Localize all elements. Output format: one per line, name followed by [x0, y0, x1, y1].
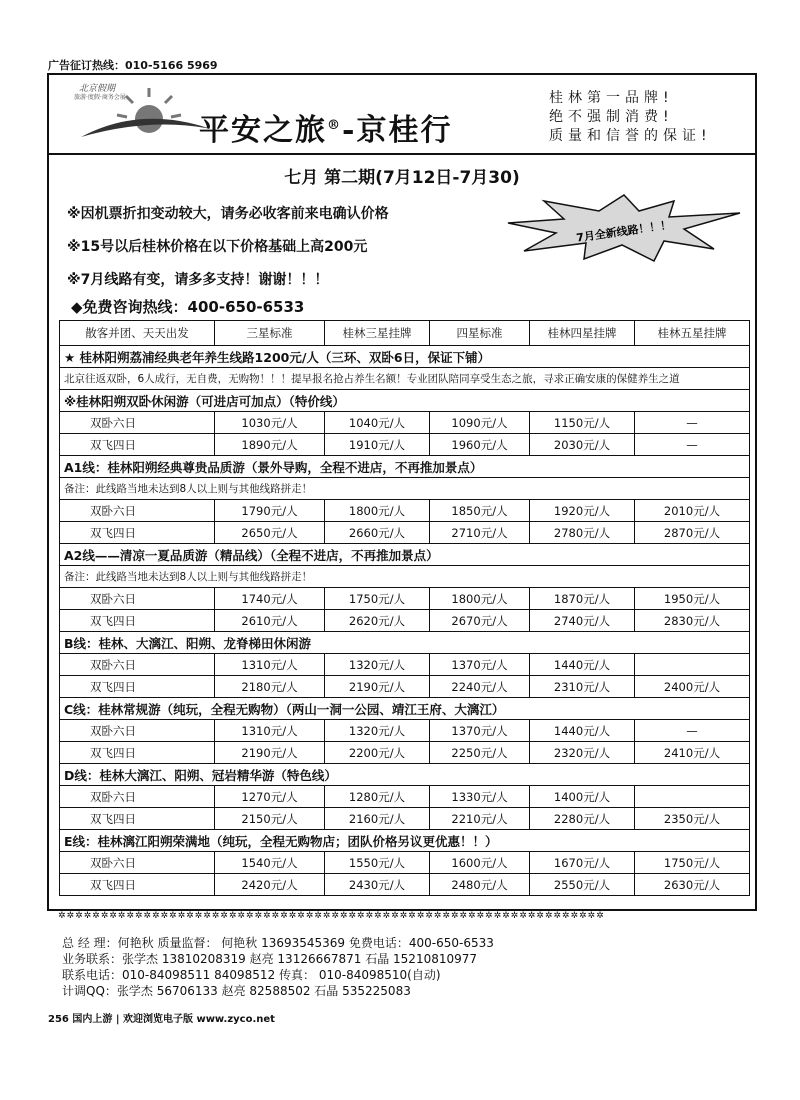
price-row: [60, 522, 750, 544]
route-label: 双飞四日: [60, 610, 215, 632]
price-cell: 1310元/人: [215, 720, 325, 742]
route-label: 双卧六日: [60, 654, 215, 676]
route-label: 双飞四日: [60, 808, 215, 830]
route-label: 双卧六日: [60, 720, 215, 742]
flyer-sheet: [47, 73, 757, 911]
brand-name: 平安之旅: [199, 113, 327, 148]
price-cell: 1310元/人: [215, 654, 325, 676]
price-cell: 2190元/人: [215, 742, 325, 764]
price-cell: 2240元/人: [430, 676, 530, 698]
page-footer: 256 国内上游 | 欢迎浏览电子版 www.zyco.net: [48, 1014, 275, 1025]
price-cell: 1440元/人: [530, 720, 635, 742]
price-cell: 1960元/人: [430, 434, 530, 456]
logo-text: 北京假期: [79, 84, 116, 94]
price-cell: 2250元/人: [430, 742, 530, 764]
price-row: [60, 412, 750, 434]
price-cell: 2010元/人: [635, 500, 750, 522]
price-cell: 2320元/人: [530, 742, 635, 764]
price-cell: 1550元/人: [325, 852, 430, 874]
price-cell: 1920元/人: [530, 500, 635, 522]
route-label: 双卧六日: [60, 852, 215, 874]
table-header-cell: 三星标准: [215, 321, 325, 346]
price-cell: 1090元/人: [430, 412, 530, 434]
price-cell: 2200元/人: [325, 742, 430, 764]
section-title-row: [60, 456, 750, 478]
new-route-starburst: [504, 193, 744, 263]
price-cell: 1870元/人: [530, 588, 635, 610]
price-table: [59, 320, 750, 896]
section-title: E线：桂林漓江阳朔荣满地（纯玩，全程无购物店；团队价格另议更优惠！！）: [64, 833, 498, 849]
slogan-line: 质量和信誉的保证!: [549, 128, 712, 144]
price-cell: 2620元/人: [325, 610, 430, 632]
section-note: 备注：此线路当地未达到8人以上则与其他线路拼走！: [60, 478, 750, 500]
section-title-row: [60, 764, 750, 786]
section-title: D线：桂林大漓江、阳朔、冠岩精华游（特色线）: [64, 767, 337, 783]
consult-hotline: ◆免费咨询热线：400-650-6533: [71, 298, 305, 316]
price-cell: [635, 786, 750, 808]
price-cell: 2310元/人: [530, 676, 635, 698]
route-label: 双卧六日: [60, 412, 215, 434]
price-cell: 1800元/人: [430, 588, 530, 610]
price-cell: [635, 654, 750, 676]
contact-line: 计调QQ：张学杰 56706133 赵亮 82588502 石晶 535225083: [62, 984, 411, 998]
price-cell: 2480元/人: [430, 874, 530, 896]
notice-line: ※15号以后桂林价格在以下价格基础上高200元: [67, 239, 368, 255]
price-cell: 2710元/人: [430, 522, 530, 544]
price-row: [60, 720, 750, 742]
price-cell: 1270元/人: [215, 786, 325, 808]
price-row: [60, 588, 750, 610]
price-row: [60, 874, 750, 896]
price-cell: 1600元/人: [430, 852, 530, 874]
table-header-cell: 散客并团、天天出发: [60, 321, 215, 346]
price-cell: 1030元/人: [215, 412, 325, 434]
route-label: 双飞四日: [60, 676, 215, 698]
section-note: 北京往返双卧，6人成行，无自费，无购物！！！提早报名抢占养生名额！专业团队陪同享受生态之旅，寻求正确安康的保健养生之道: [60, 368, 750, 390]
price-cell: 1890元/人: [215, 434, 325, 456]
price-cell: —: [635, 720, 750, 742]
price-cell: —: [635, 412, 750, 434]
price-cell: 2280元/人: [530, 808, 635, 830]
section-title-row: [60, 830, 750, 852]
table-header-cell: 桂林四星挂牌: [530, 321, 635, 346]
price-row: [60, 434, 750, 456]
price-row: [60, 808, 750, 830]
section-title: C线：桂林常规游（纯玩，全程无购物）（两山一洞一公园、靖江王府、大漓江）: [64, 701, 505, 717]
price-cell: 1750元/人: [635, 852, 750, 874]
section-title: B线：桂林、大漓江、阳朔、龙脊梯田休闲游: [64, 635, 312, 651]
section-title: ★ 桂林阳朔荔浦经典老年养生线路1200元/人（三环、双卧6日，保证下铺）: [64, 349, 491, 365]
section-title-row: [60, 390, 750, 412]
route-label: 双飞四日: [60, 434, 215, 456]
section-note: 备注：此线路当地未达到8人以上则与其他线路拼走！: [60, 566, 750, 588]
logo-subtext: 旅游·度假·商务会展: [74, 94, 126, 101]
table-header-cell: 桂林五星挂牌: [635, 321, 750, 346]
route-label: 双飞四日: [60, 874, 215, 896]
route-label: 双飞四日: [60, 522, 215, 544]
table-header-cell: 桂林三星挂牌: [325, 321, 430, 346]
route-label: 双飞四日: [60, 742, 215, 764]
slogan-line: 绝不强制消费!: [549, 109, 674, 125]
route-label: 双卧六日: [60, 500, 215, 522]
table-header-cell: 四星标准: [430, 321, 530, 346]
price-cell: 1040元/人: [325, 412, 430, 434]
price-cell: 1320元/人: [325, 720, 430, 742]
price-cell: 1800元/人: [325, 500, 430, 522]
star-divider: ✲✲✲✲✲✲✲✲✲✲✲✲✲✲✲✲✲✲✲✲✲✲✲✲✲✲✲✲✲✲✲✲✲✲✲✲✲✲✲✲✲✲✲✲✲✲✲✲✲✲✲✲✲✲✲✲✲✲✲✲✲✲✲✲: [58, 911, 605, 921]
price-cell: 1750元/人: [325, 588, 430, 610]
price-cell: 2190元/人: [325, 676, 430, 698]
price-row: [60, 654, 750, 676]
price-cell: 2210元/人: [430, 808, 530, 830]
price-row: [60, 786, 750, 808]
section-note-row: [60, 478, 750, 500]
contact-line: 联系电话：010-84098511 84098512 传真： 010-84098510(自动): [62, 968, 441, 982]
price-cell: 2780元/人: [530, 522, 635, 544]
price-cell: 2670元/人: [430, 610, 530, 632]
header: [49, 75, 755, 155]
price-cell: 2430元/人: [325, 874, 430, 896]
contact-line: 总 经 理：何艳秋 质量监督： 何艳秋 13693545369 免费电话：400-650-6533: [62, 936, 494, 950]
price-cell: 2630元/人: [635, 874, 750, 896]
notice-line: ※7月线路有变，请多多支持！谢谢！！！: [67, 272, 329, 288]
section-title: A2线——清凉一夏品质游（精品线）（全程不进店，不再推加景点）: [64, 547, 439, 563]
route-label: 双卧六日: [60, 588, 215, 610]
contact-line: 业务联系：张学杰 13810208319 赵亮 13126667871 石晶 15210810977: [62, 952, 478, 966]
price-row: [60, 742, 750, 764]
price-cell: 1740元/人: [215, 588, 325, 610]
price-cell: 1950元/人: [635, 588, 750, 610]
section-title: ※桂林阳朔双卧休闲游（可进店可加点）（特价线）: [64, 393, 345, 409]
section-note-row: [60, 566, 750, 588]
table-header-row: [60, 321, 750, 346]
price-cell: 2350元/人: [635, 808, 750, 830]
price-cell: 1320元/人: [325, 654, 430, 676]
contact-info: [62, 935, 494, 999]
section-title-row: [60, 698, 750, 720]
price-cell: 2180元/人: [215, 676, 325, 698]
price-cell: 2030元/人: [530, 434, 635, 456]
route-label: 双卧六日: [60, 786, 215, 808]
price-cell: 1440元/人: [530, 654, 635, 676]
price-cell: 1670元/人: [530, 852, 635, 874]
price-cell: 2830元/人: [635, 610, 750, 632]
price-cell: 2160元/人: [325, 808, 430, 830]
price-cell: 2420元/人: [215, 874, 325, 896]
notice-line: ※因机票折扣变动较大，请务必收客前来电确认价格: [67, 206, 389, 222]
price-row: [60, 610, 750, 632]
section-title-row: [60, 544, 750, 566]
starburst-text: 7月全新线路！！！: [575, 218, 673, 245]
period-title: 七月 第二期(7月12日-7月30): [284, 168, 520, 188]
price-cell: 1910元/人: [325, 434, 430, 456]
price-cell: 1150元/人: [530, 412, 635, 434]
price-cell: 1400元/人: [530, 786, 635, 808]
section-title: A1线：桂林阳朔经典尊贵品质游（景外导购，全程不进店，不再推加景点）: [64, 459, 483, 475]
price-cell: 2610元/人: [215, 610, 325, 632]
brand-registered-mark: ®: [327, 118, 342, 133]
table-body: [60, 346, 750, 896]
price-cell: 2740元/人: [530, 610, 635, 632]
price-cell: 1330元/人: [430, 786, 530, 808]
price-cell: 1370元/人: [430, 720, 530, 742]
price-cell: 1850元/人: [430, 500, 530, 522]
price-cell: 2660元/人: [325, 522, 430, 544]
price-cell: 2550元/人: [530, 874, 635, 896]
price-cell: 2650元/人: [215, 522, 325, 544]
price-row: [60, 500, 750, 522]
slogan-line: 桂林第一品牌!: [549, 90, 674, 106]
price-cell: 1790元/人: [215, 500, 325, 522]
section-title-row: [60, 346, 750, 368]
top-ad-hotline: 广告征订热线：010-5166 5969: [48, 59, 218, 72]
price-row: [60, 852, 750, 874]
price-cell: 2870元/人: [635, 522, 750, 544]
price-cell: 2400元/人: [635, 676, 750, 698]
price-cell: 2150元/人: [215, 808, 325, 830]
price-cell: 1540元/人: [215, 852, 325, 874]
price-cell: —: [635, 434, 750, 456]
price-cell: 1370元/人: [430, 654, 530, 676]
brand-title: [199, 105, 452, 149]
slogan: [549, 89, 712, 146]
section-note-row: [60, 368, 750, 390]
price-row: [60, 676, 750, 698]
brand-suffix: -京桂行: [342, 113, 453, 148]
price-cell: 1280元/人: [325, 786, 430, 808]
price-cell: 2410元/人: [635, 742, 750, 764]
section-title-row: [60, 632, 750, 654]
